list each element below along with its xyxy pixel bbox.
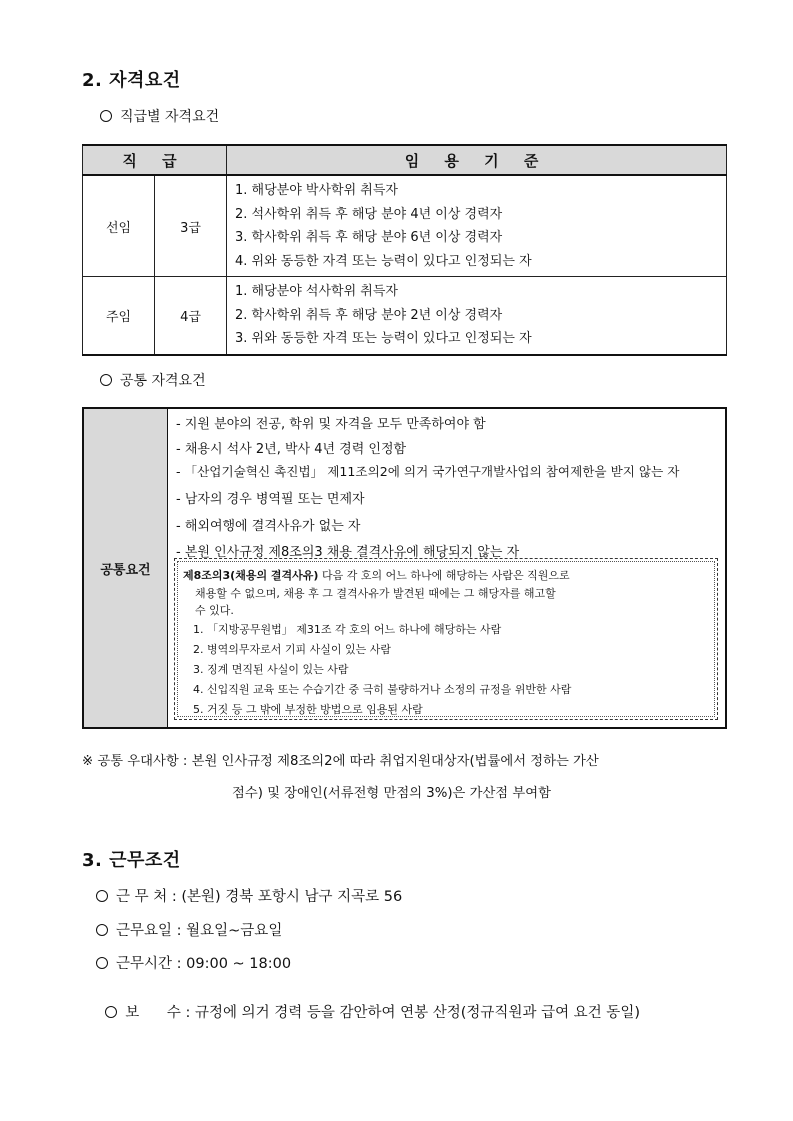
table-header-row <box>83 145 727 175</box>
position-cell: 주임 <box>83 277 155 355</box>
condition-text: 보 수 : 규정에 의거 경력 등을 감안하여 연봉 산정(정규직원과 급여 요건 동일) <box>125 1005 640 1021</box>
subsection-grade-requirements <box>100 106 219 126</box>
rule-title: 제8조의3(채용의 결격사유) <box>183 569 319 582</box>
circle-bullet-icon <box>96 957 108 969</box>
criteria-item: 1. 해당분야 석사학위 취득자 <box>235 284 398 299</box>
list-item: - 남자의 경우 병역필 또는 면제자 <box>176 492 365 507</box>
circle-bullet-icon <box>100 374 112 386</box>
preference-note-line1: ※ 공통 우대사항 : 본원 인사규정 제8조의2에 따라 취업지원대상자(법률에서 정하는 가산 <box>82 754 599 769</box>
rule-item: 3. 징계 면직된 사실이 있는 사람 <box>193 663 349 676</box>
list-item: - 지원 분야의 전공, 학위 및 자격을 모두 만족하여야 함 <box>176 417 486 432</box>
table-row <box>83 277 727 355</box>
grade-cell: 4급 <box>155 277 227 355</box>
list-item: - 해외여행에 결격사유가 없는 자 <box>176 519 361 534</box>
header-criteria: 임 용 기 준 <box>227 145 727 175</box>
disqualification-rule-box <box>174 558 718 720</box>
rule-item: 5. 거짓 등 그 밖에 부정한 방법으로 임용된 사람 <box>193 703 423 716</box>
circle-bullet-icon <box>96 890 108 902</box>
condition-workhours <box>96 952 291 973</box>
condition-workplace <box>96 885 402 906</box>
condition-workdays <box>96 919 282 940</box>
condition-text: 근무시간 : 09:00 ~ 18:00 <box>116 956 292 972</box>
preference-note-line2: 점수) 및 장애인(서류전형 만점의 3%)은 가산점 부여함 <box>232 786 551 801</box>
rule-intro-text: 다음 각 호의 어느 하나에 해당하는 사람은 직원으로 <box>318 569 570 582</box>
circle-bullet-icon <box>105 1006 117 1018</box>
rule-item: 4. 신입직원 교육 또는 수습기간 중 극히 불량하거나 소정의 규정을 위반한 사람 <box>193 683 572 696</box>
qualification-table <box>82 144 727 356</box>
criteria-item: 4. 위와 동등한 자격 또는 능력이 있다고 인정되는 자 <box>235 253 532 269</box>
position-cell: 선임 <box>83 175 155 277</box>
header-grade: 직 급 <box>83 145 227 175</box>
list-item: - 채용시 석사 2년, 박사 4년 경력 인정함 <box>176 442 407 457</box>
circle-bullet-icon <box>96 924 108 936</box>
circle-bullet-icon <box>100 110 112 122</box>
criteria-item: 2. 학사학위 취득 후 해당 분야 2년 이상 경력자 <box>235 307 503 323</box>
criteria-item: 3. 위와 동등한 자격 또는 능력이 있다고 인정되는 자 <box>235 331 532 346</box>
subsection-common-requirements <box>100 370 206 390</box>
rule-intro <box>183 567 570 583</box>
grade-cell: 3급 <box>155 175 227 277</box>
rule-intro-line2: 채용할 수 없으며, 채용 후 그 결격사유가 발견된 때에는 그 해당자를 해고할 <box>195 587 556 600</box>
list-item: - 「산업기술혁신 촉진법」 제11조의2에 의거 국가연구개발사업의 참여제한을 받지 않는 자 <box>176 464 680 479</box>
criteria-item: 1. 해당분야 박사학위 취득자 <box>235 183 398 198</box>
rule-item: 1. 「지방공무원법」 제31조 각 호의 어느 하나에 해당하는 사람 <box>193 623 502 636</box>
rule-intro-line3: 수 있다. <box>195 604 234 617</box>
condition-salary <box>96 985 640 1022</box>
criteria-item: 3. 학사학위 취득 후 해당 분야 6년 이상 경력자 <box>235 230 503 245</box>
list-item: - 본원 인사규정 제8조의3 채용 결격사유에 해당되지 않는 자 <box>176 545 520 560</box>
criteria-item: 2. 석사학위 취득 후 해당 분야 4년 이상 경력자 <box>235 206 503 222</box>
section-3-title: 3. 근무조건 <box>82 850 181 871</box>
subsection-label: 공통 자격요건 <box>120 373 206 389</box>
table-row <box>83 175 727 277</box>
subsection-label: 직급별 자격요건 <box>120 109 220 125</box>
common-requirements-label: 공통요건 <box>84 409 168 727</box>
criteria-cell <box>227 175 727 277</box>
section-2-title: 2. 자격요건 <box>82 70 181 91</box>
condition-text: 근무요일 : 월요일~금요일 <box>116 923 283 939</box>
condition-text: 근 무 처 : (본원) 경북 포항시 남구 지곡로 56 <box>116 889 403 905</box>
rule-item: 2. 병역의무자로서 기피 사실이 있는 사람 <box>193 643 391 656</box>
criteria-cell <box>227 277 727 355</box>
